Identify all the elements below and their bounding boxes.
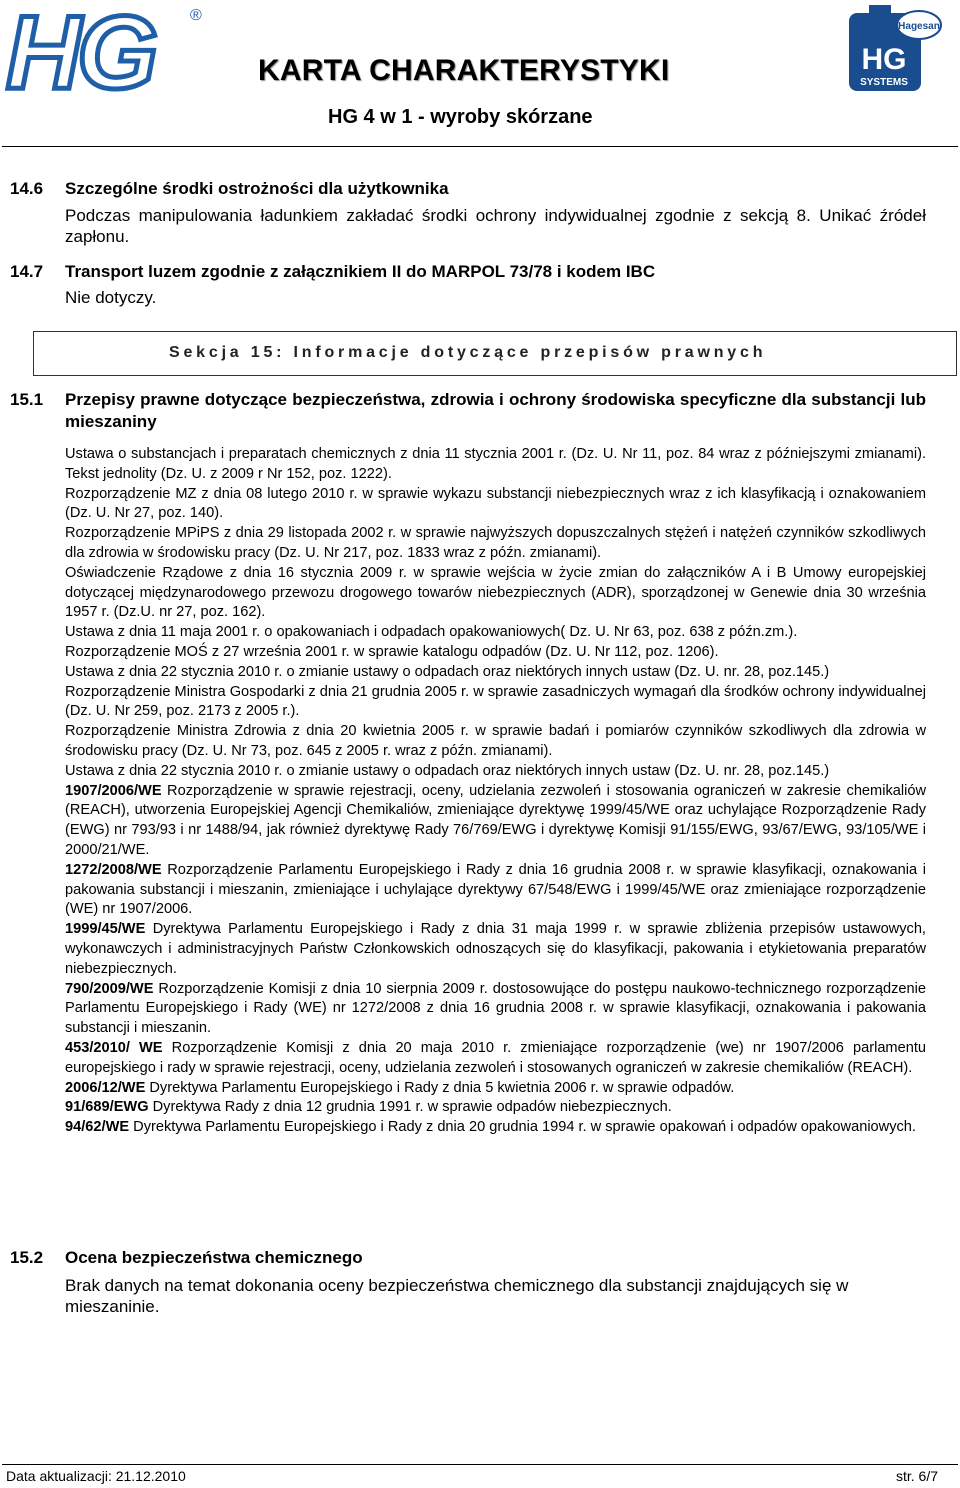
regulation-item: Ustawa z dnia 11 maja 2001 r. o opakowaniach i odpadach opakowaniowych( Dz. U. Nr 63, poz. 638 z późn.zm.). (65, 624, 798, 641)
section-15-1 (10, 389, 926, 1138)
hg-logo (0, 0, 210, 98)
regulation-item: Ustawa o substancjach i preparatach chemicznych z dnia 11 stycznia 2001 r. (Dz. U. Nr 11, poz. 84 wraz z późniejszymi zmianami). Tekst jednolity (Dz. U. z 2009 r Nr 152, poz. 1222). (65, 446, 926, 482)
section-15-2 (10, 1247, 926, 1317)
regulation-code: 1999/45/WE (65, 921, 146, 938)
regulation-item: Rozporządzenie MPiPS z dnia 29 listopada 2002 r. w sprawie najwyższych dopuszczalnych stężeń i natężeń czynników szkodliwych dla zdrowia w środowisku pracy (Dz. U. Nr 217, poz. 1833 wraz z późn. zmianami). (65, 525, 926, 561)
section-15-header-box (33, 331, 957, 376)
regulation-item: Rozporządzenie MZ z dnia 08 lutego 2010 r. w sprawie wykazu substancji niebezpiecznych wraz z ich klasyfikacją i oznakowaniem (Dz. U. Nr 27, poz. 140). (65, 485, 926, 522)
eu-regulation-item: 1272/2008/WE Rozporządzenie Parlamentu Europejskiego i Rady z dnia 16 grudnia 2008 r. w sprawie klasyfikacji, oznakowania i pakowania substancji i mieszanin, zmieniające i uchylające dyrektywy 67/548/EWG i 1999/45/WE oraz zmieniające rozporządzenie (WE) nr 1907/2006. (65, 861, 926, 918)
footer-divider (2, 1464, 958, 1465)
regulation-item: Ustawa z dnia 22 stycznia 2010 r. o zmianie ustawy o odpadach oraz niektórych innych ustaw (Dz. U. nr. 28, poz.145.) (65, 762, 830, 779)
section-title: Szczególne środki ostrożności dla użytkownika (65, 179, 449, 198)
eu-regulation-item: 453/2010/ WE Rozporządzenie Komisji z dnia 20 maja 2010 r. zmieniające rozporządzenie (we) nr 1907/2006 parlamentu europejskiego i rady w sprawie rejestracji, oceny, udzielania zezwoleń i stosowanych ograniczeń w zakresie chemikaliów (REACH). (65, 1039, 926, 1076)
regulation-item: Rozporządzenie Ministra Zdrowia z dnia 20 kwietnia 2005 r. w sprawie badań i pomiarów czynników szkodliwych dla zdrowia w środowisku pracy (Dz. U. Nr 73, poz. 645 z 2005 r. wraz z późn. zmianami). (65, 723, 926, 759)
regulations-list (65, 445, 926, 1138)
hg-logo-text: HG (6, 0, 154, 98)
section-15-1-heading (10, 389, 926, 433)
section-number: 15.1 (10, 390, 44, 409)
section-14-6-heading (10, 178, 926, 200)
eu-regulation-item: 91/689/EWG Dyrektywa Rady z dnia 12 grudnia 1991 r. w sprawie odpadów niebezpiecznych. (65, 1099, 672, 1116)
badge-sub-text: SYSTEMS (860, 77, 908, 88)
update-date: Data aktualizacji: 21.12.2010 (6, 1468, 186, 1484)
section-number: 14.6 (10, 179, 44, 198)
section-15-2-text: Brak danych na temat dokonania oceny bezpieczeństwa chemicznego dla substancji znajdujących się w mieszaninie. (65, 1276, 849, 1316)
section-14-6-text: Podczas manipulowania ładunkiem zakładać środki ochrony indywidualnej zgodnie z sekcją 8. Unikać źródeł zapłonu. (65, 206, 926, 246)
regulation-item: Oświadczenie Rządowe z dnia 16 stycznia 2009 r. w sprawie wejścia w życie zmian do załączników A i B Umowy europejskiej dotyczącej międzynarodowego przewozu drogowego towarów niebezpiecznych (ADR), sporządzonej w Genewie dnia 30 września 1957 r. (Dz.U. nr 27, poz. 162). (65, 564, 926, 621)
header-divider (2, 146, 958, 147)
section-title: Przepisy prawne dotyczące bezpieczeństwa, zdrowia i ochrony środowiska specyficzne dla substancji lub mieszaniny (65, 390, 926, 431)
eu-regulation-item: 1907/2006/WE Rozporządzenie w sprawie rejestracji, oceny, udzielania zezwoleń i stosowania ograniczeń w zakresie chemikaliów (REACH), utworzenia Europejskiej Agencji Chemikaliów, zmieniające dyrektywę 1999/45/WE oraz uchylające Rozporządzenie Rady (EWG) nr 793/93 i nr 1488/94, jak również dyrektywę Rady 76/769/EWG i dyrektywę Komisji 91/155/EWG, 93/67/EWG, 93/105/WE i 2000/21/WE. (65, 782, 926, 858)
section-15-heading: Sekcja 15: Informacje dotyczące przepisów prawnych (169, 344, 767, 361)
regulation-item: Rozporządzenie MOŚ z 27 września 2001 r. w sprawie katalogu odpadów (Dz. U. Nr 112, poz. 1206). (65, 643, 719, 660)
page-number: str. 6/7 (895, 1468, 938, 1484)
regulation-code: 1272/2008/WE (65, 861, 162, 878)
section-title: Ocena bezpieczeństwa chemicznego (65, 1248, 363, 1267)
regulation-item: Rozporządzenie Ministra Gospodarki z dnia 21 grudnia 2005 r. w sprawie zasadniczych wymagań dla środków ochrony indywidualnej (Dz. U. Nr 259, poz. 2173 z 2005 r.). (65, 683, 926, 720)
section-14-6 (10, 178, 926, 247)
section-15-2-heading (10, 1247, 926, 1269)
document-title: KARTA CHARAKTERYSTYKI (258, 54, 670, 87)
section-14-7 (10, 261, 926, 308)
regulation-code: 1907/2006/WE (65, 782, 162, 799)
regulation-item: Ustawa z dnia 22 stycznia 2010 r. o zmianie ustawy o odpadach oraz niektórych innych ustaw (Dz. U. nr. 28, poz.145.) (65, 663, 830, 680)
regulation-code: 790/2009/WE (65, 980, 154, 997)
product-name: HG 4 w 1 - wyroby skórzane (328, 106, 593, 128)
regulation-code: 94/62/WE (65, 1119, 130, 1136)
eu-regulation-item: 94/62/WE Dyrektywa Parlamentu Europejskiego i Rady z dnia 20 grudnia 1994 r. w sprawie opakowań i odpadów opakowaniowych. (65, 1119, 916, 1136)
regulation-code: 91/689/EWG (65, 1099, 149, 1116)
section-number: 14.7 (10, 262, 44, 281)
regulation-code: 2006/12/WE (65, 1079, 146, 1096)
hg-systems-badge (843, 3, 943, 93)
section-14-7-text: Nie dotyczy. (65, 288, 157, 307)
eu-regulation-item: 790/2009/WE Rozporządzenie Komisji z dnia 10 sierpnia 2009 r. dostosowujące do postępu naukowo-technicznego rozporządzenie Parlamentu Europejskiego i Rady (WE) nr 1272/2008 z dnia 16 grudnia 2008 r. w sprawie klasyfikacji, oznakowania i pakowania substancji i mieszanin. (65, 980, 926, 1037)
eu-regulation-item: 2006/12/WE Dyrektywa Parlamentu Europejskiego i Rady z dnia 5 kwietnia 2006 r. w sprawie odpadów. (65, 1079, 735, 1096)
eu-regulation-item: 1999/45/WE Dyrektywa Parlamentu Europejskiego i Rady z dnia 31 maja 1999 r. w sprawie zbliżenia przepisów ustawowych, wykonawczych i administracyjnych Państw Członkowskich odnoszących się do klasyfikacji, pakowania i etykietowania preparatów niebezpiecznych. (65, 921, 926, 977)
badge-main-text: HG (861, 43, 907, 76)
badge-top-text: Hagesan (898, 21, 940, 32)
registered-mark: ® (190, 7, 202, 24)
section-number: 15.2 (10, 1248, 44, 1267)
section-title: Transport luzem zgodnie z załącznikiem II do MARPOL 73/78 i kodem IBC (65, 262, 656, 281)
regulation-code: 453/2010/ WE (65, 1039, 163, 1056)
section-14-7-heading (10, 261, 926, 283)
